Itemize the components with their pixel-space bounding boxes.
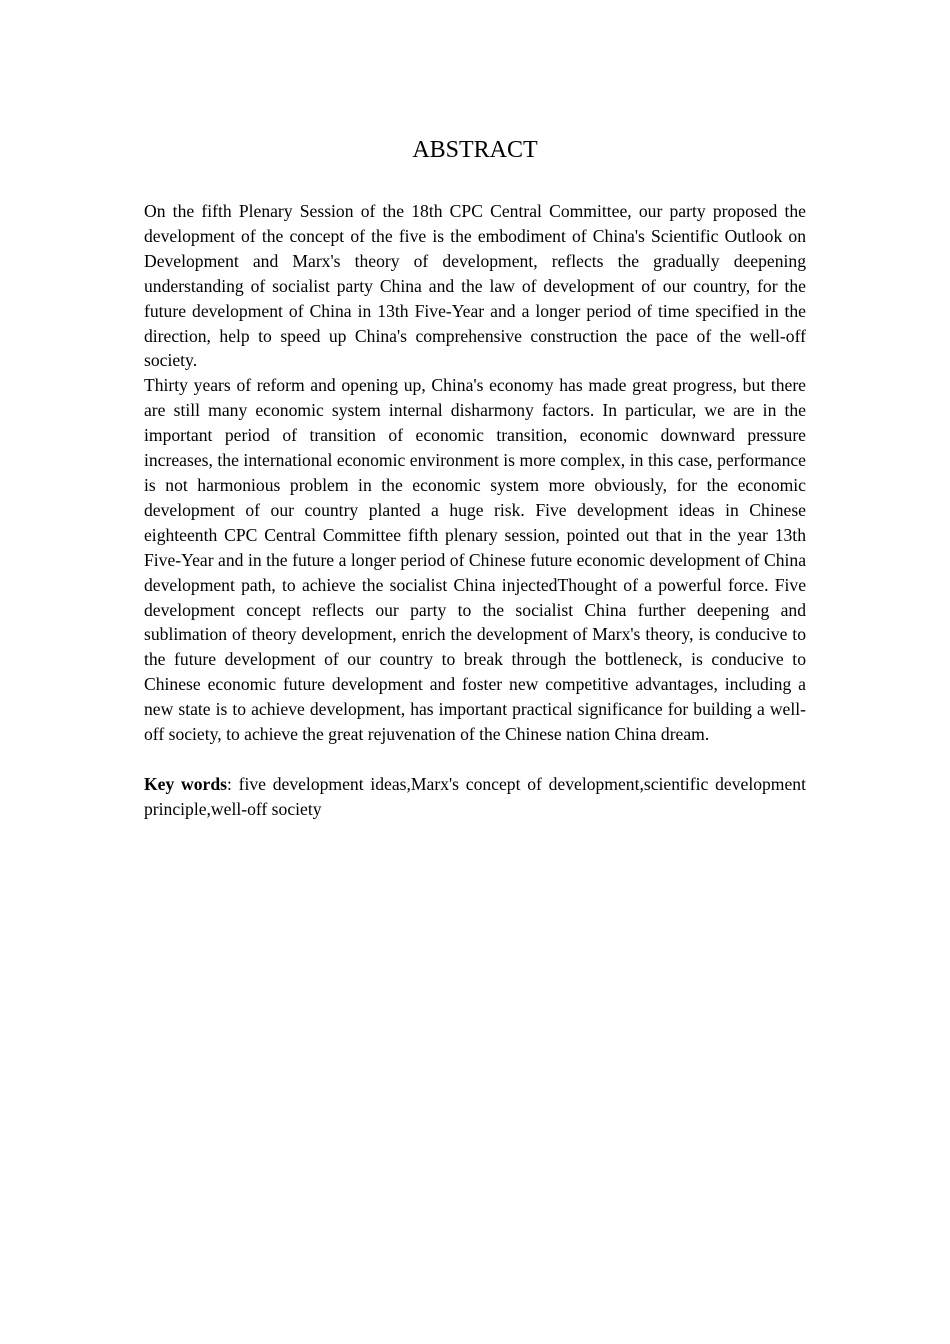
keywords-text: five development ideas,Marx's concept of development,scientific development principle,well-off society	[144, 773, 806, 819]
abstract-paragraph-2: Thirty years of reform and opening up, China's economy has made great progress, but there are still many economic system internal disharmony factors. In particular, we are in the important period of transition of economic transition, economic downward pressure increases, the international economic environment is more complex, in this case, performance is not harmonious problem in the economic system more obviously, for the economic development of our country planted a huge risk. Five development ideas in Chinese eighteenth CPC Central Committee fifth plenary session, pointed out that in the year 13th Five-Year and in the future a longer period of Chinese future economic development of China development path, to achieve the socialist China injectedThought of a powerful force. Five development concept reflects our party to the socialist China further deepening and sublimation of theory development, enrich the development of Marx's theory, is conducive to the future development of our country to break through the bottleneck, is conducive to Chinese economic future development and foster new competitive advantages, including a new state is to achieve development, has important practical significance for building a well-off society, to achieve the great rejuvenation of the Chinese nation China dream.	[144, 375, 806, 745]
keywords-separator: :	[226, 773, 239, 794]
abstract-title: ABSTRACT	[412, 137, 538, 163]
abstract-body	[144, 199, 806, 822]
keywords-label: Key words	[144, 773, 227, 794]
abstract-paragraph-1: On the fifth Plenary Session of the 18th CPC Central Committee, our party proposed the development of the concept of the five is the embodiment of China's Scientific Outlook on Development and Marx's theory of development, reflects the gradually deepening understanding of socialist party China and the law of development of our country, for the future development of China in 13th Five-Year and a longer period of time specified in the direction, help to speed up China's comprehensive construction the pace of the well-off society.	[144, 201, 806, 371]
keywords-line	[144, 772, 806, 822]
